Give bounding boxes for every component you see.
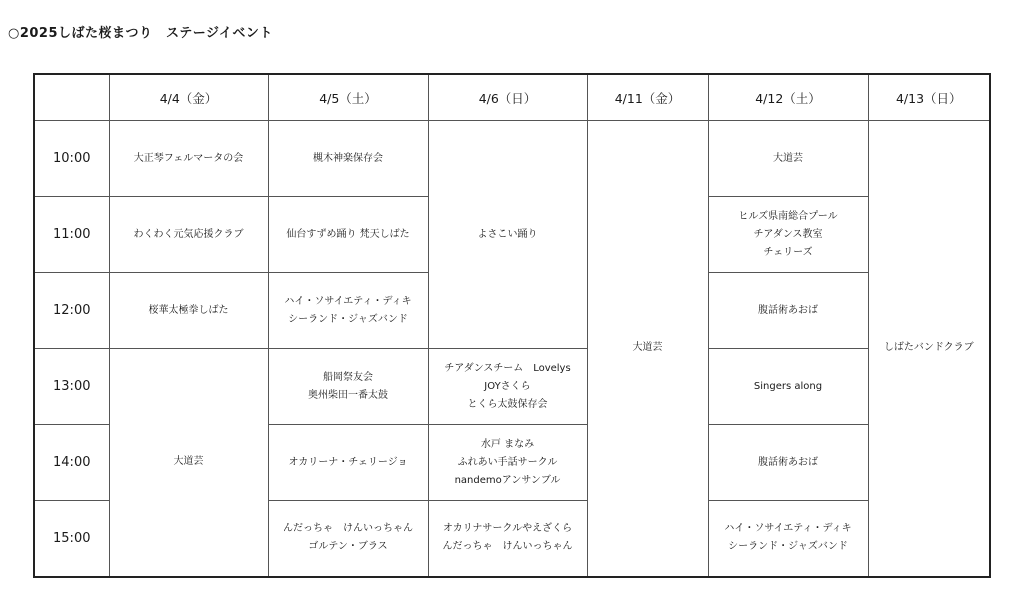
event-cell: 船岡祭友会 奥州柴田一番太鼓 — [268, 349, 428, 425]
header-row — [34, 74, 990, 121]
event-cell: オカリナサークルやえざくら んだっちゃ けんいっちゃん — [428, 501, 587, 577]
event-cell: 槻木神楽保存会 — [268, 121, 428, 197]
event-cell: 大道芸 — [708, 121, 868, 197]
event-cell: 腹話術あおば — [708, 425, 868, 501]
corner-cell — [34, 74, 109, 121]
time-1500: 15:00 — [34, 501, 109, 577]
row-1300 — [34, 349, 990, 425]
day-header-0413: 4/13（日） — [868, 74, 990, 121]
time-1100: 11:00 — [34, 197, 109, 273]
event-cell: ヒルズ県南総合プール チアダンス教室 チェリーズ — [708, 197, 868, 273]
time-1400: 14:00 — [34, 425, 109, 501]
day-header-0406: 4/6（日） — [428, 74, 587, 121]
event-cell: しばたバンドクラブ — [868, 121, 990, 577]
time-1000: 10:00 — [34, 121, 109, 197]
event-cell: 腹話術あおば — [708, 273, 868, 349]
day-header-0412: 4/12（土） — [708, 74, 868, 121]
event-cell: ハイ・ソサイエティ・ディキ シーランド・ジャズバンド — [708, 501, 868, 577]
page-title: ○2025しばた桜まつり ステージイベント — [8, 26, 273, 41]
event-cell: オカリーナ・チェリージョ — [268, 425, 428, 501]
stage-schedule-table — [33, 73, 991, 578]
time-1200: 12:00 — [34, 273, 109, 349]
day-header-0405: 4/5（土） — [268, 74, 428, 121]
event-cell: チアダンスチーム Lovelys JOYさくら とくら太鼓保存会 — [428, 349, 587, 425]
event-cell: 水戸 まなみ ふれあい手話サークル nandemoアンサンブル — [428, 425, 587, 501]
event-cell: わくわく元気応援クラブ — [109, 197, 268, 273]
event-cell: 大正琴フェルマータの会 — [109, 121, 268, 197]
event-cell: んだっちゃ けんいっちゃん ゴルテン・ブラス — [268, 501, 428, 577]
event-cell: 桜華太極拳しばた — [109, 273, 268, 349]
event-cell: 仙台すずめ踊り 梵天しばた — [268, 197, 428, 273]
day-header-0404: 4/4（金） — [109, 74, 268, 121]
event-cell: ハイ・ソサイエティ・ディキ シーランド・ジャズバンド — [268, 273, 428, 349]
event-cell: 大道芸 — [587, 121, 708, 577]
event-cell: Singers along — [708, 349, 868, 425]
day-header-0411: 4/11（金） — [587, 74, 708, 121]
row-1000 — [34, 121, 990, 197]
event-cell: よさこい踊り — [428, 121, 587, 349]
time-1300: 13:00 — [34, 349, 109, 425]
event-cell: 大道芸 — [109, 349, 268, 577]
